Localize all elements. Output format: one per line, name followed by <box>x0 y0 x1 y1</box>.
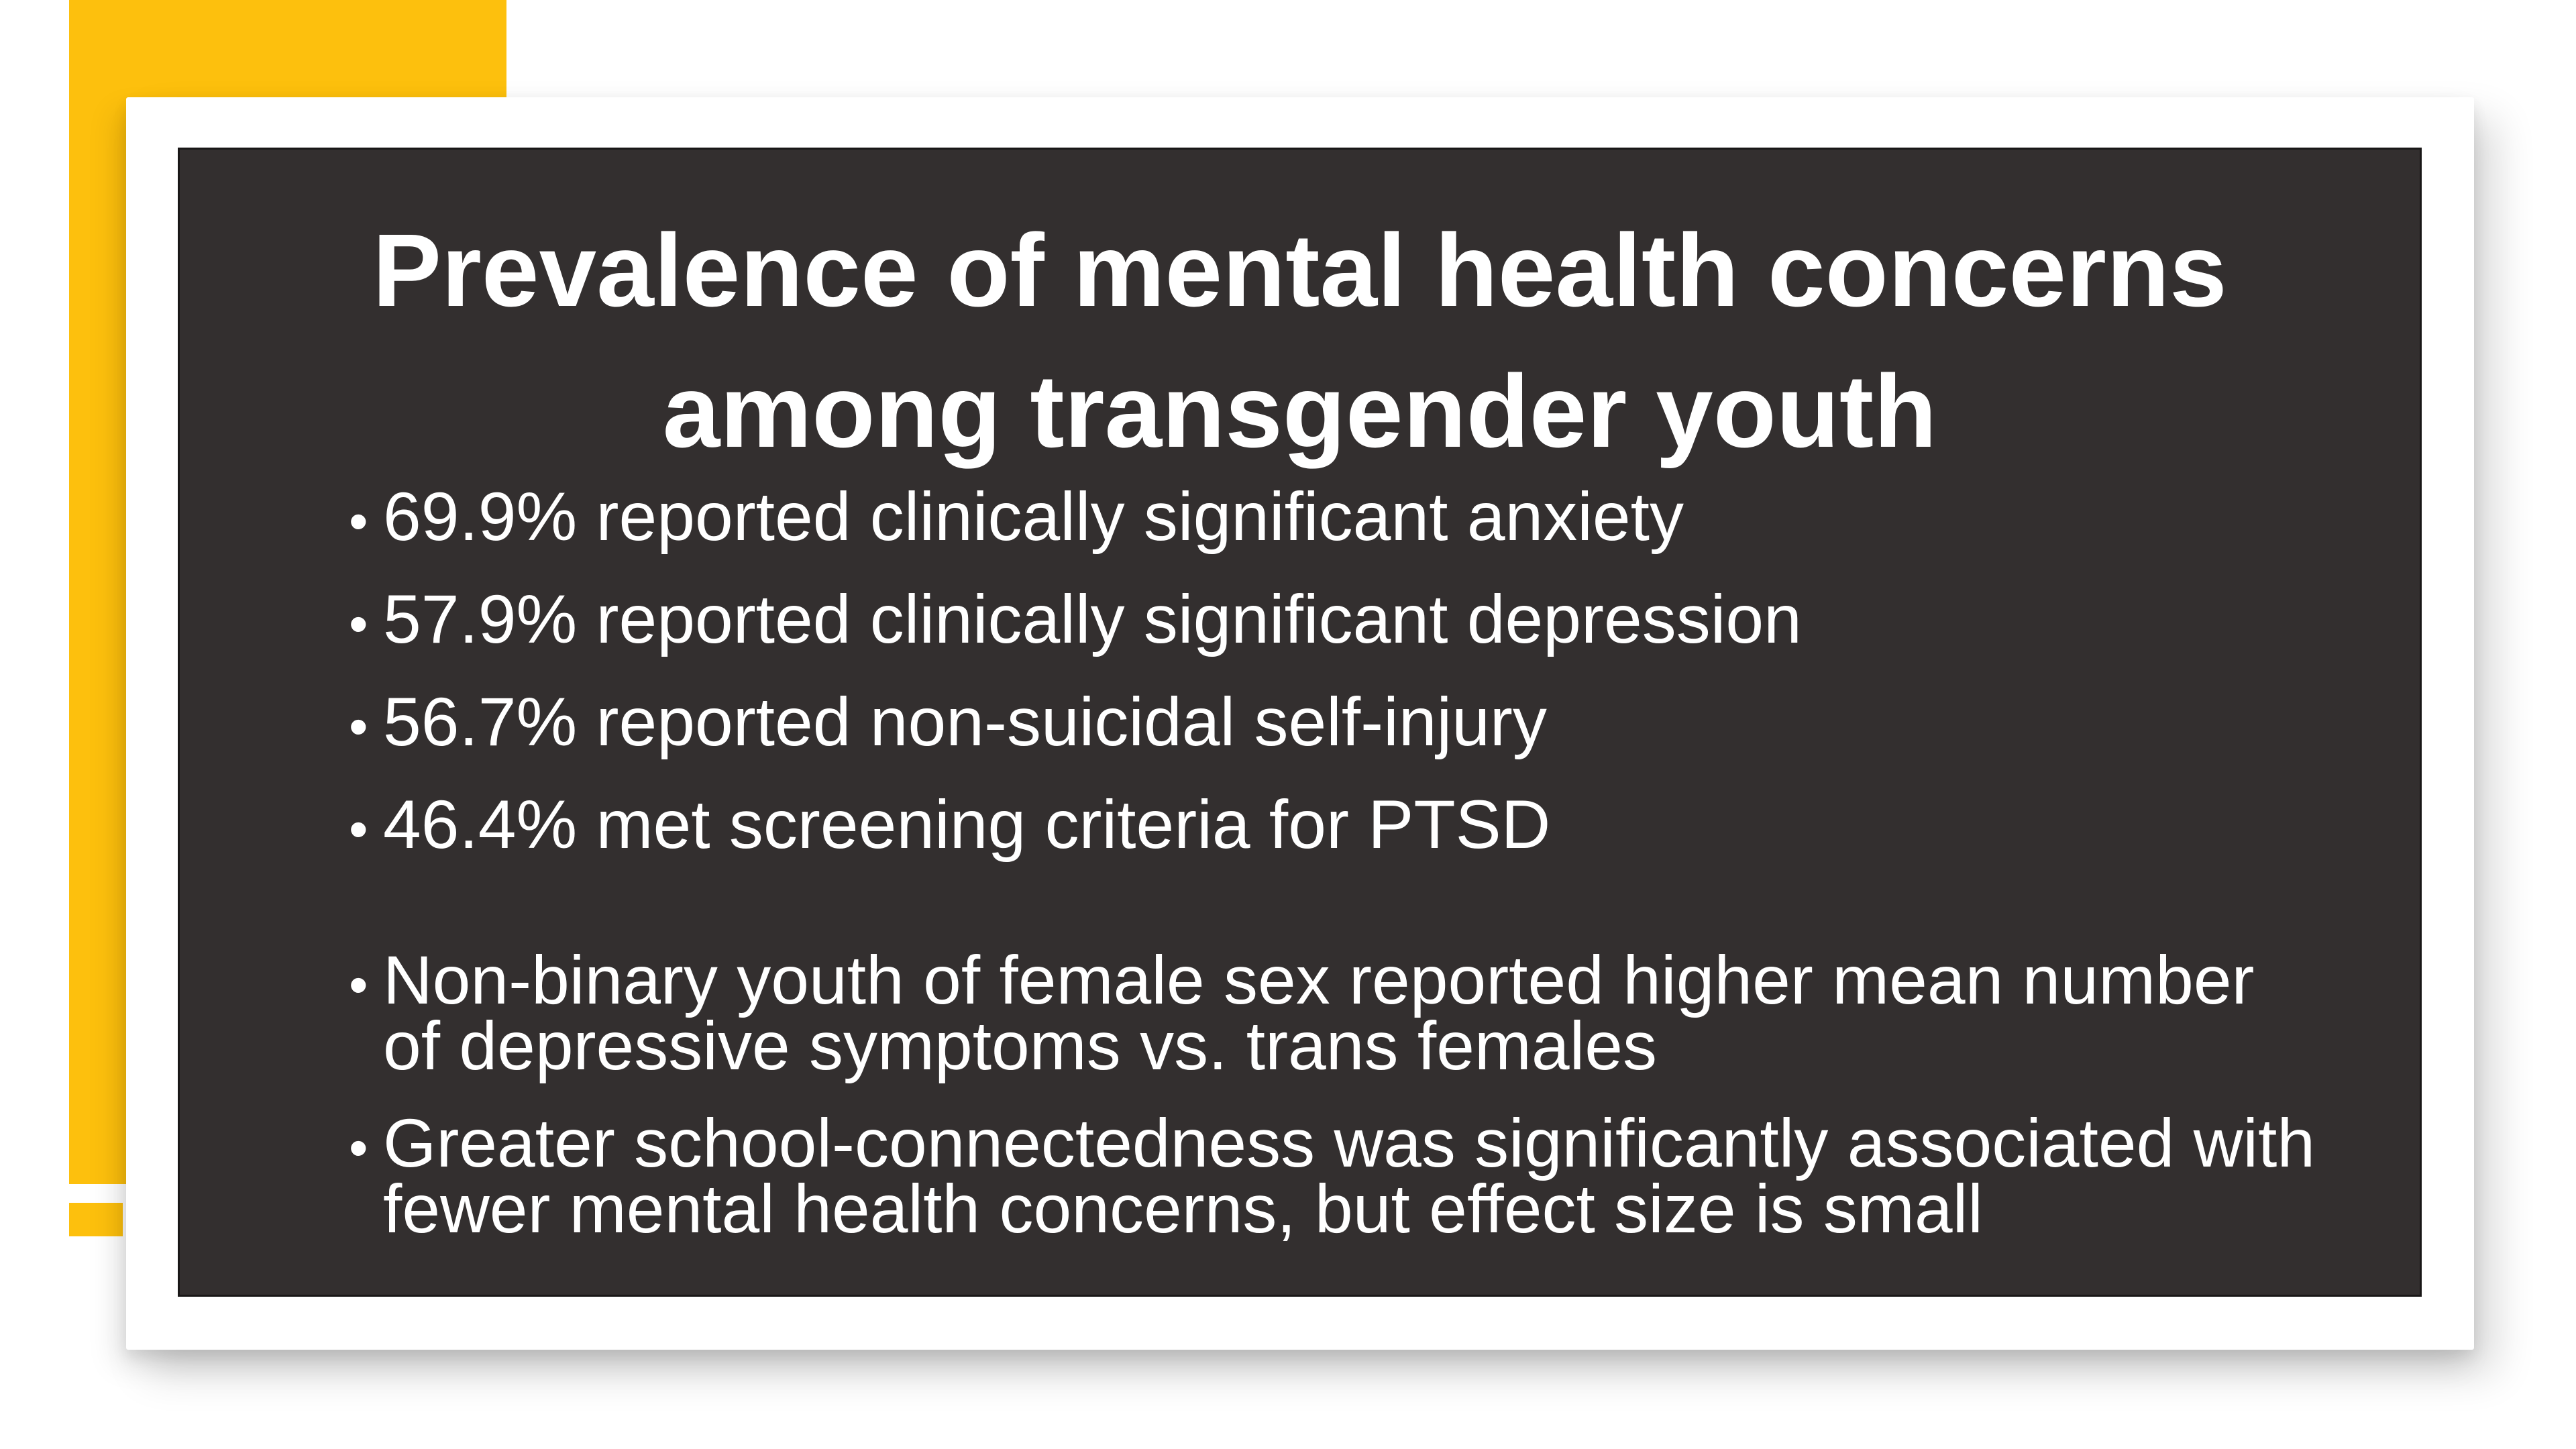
bullet-list <box>180 478 2420 1247</box>
slide-card <box>126 97 2474 1350</box>
finding-bullet-nonbinary <box>180 942 2326 1084</box>
slide-title-line-1: Prevalence of mental health concerns <box>372 213 2227 328</box>
stat-bullet-ptsd <box>180 786 2326 863</box>
slide-title-line-2: among transgender youth <box>662 354 1937 469</box>
finding-bullet-school-line-1: Greater school-connectedness was significantly associated with <box>383 1105 2316 1181</box>
stat-bullet-anxiety-text: 69.9% reported clinically significant anxiety <box>383 478 1684 555</box>
stat-bullet-self-injury <box>180 684 2326 760</box>
stat-bullet-anxiety <box>180 478 2326 555</box>
slide-title <box>180 200 2420 482</box>
content-panel <box>178 148 2422 1297</box>
finding-bullet-school-line-2: fewer mental health concerns, but effect size is small <box>383 1171 1983 1247</box>
stat-bullet-ptsd-text: 46.4% met screening criteria for PTSD <box>383 786 1551 863</box>
accent-square <box>69 1203 123 1236</box>
finding-bullet-school <box>180 1105 2326 1247</box>
stat-bullet-depression-text: 57.9% reported clinically significant depression <box>383 581 1802 657</box>
finding-bullet-nonbinary-line-1: Non-binary youth of female sex reported higher mean number <box>383 942 2255 1018</box>
stat-bullet-self-injury-text: 56.7% reported non-suicidal self-injury <box>383 684 1547 760</box>
stat-bullet-depression <box>180 581 2326 657</box>
finding-bullet-nonbinary-line-2: of depressive symptoms vs. trans females <box>383 1008 1658 1084</box>
